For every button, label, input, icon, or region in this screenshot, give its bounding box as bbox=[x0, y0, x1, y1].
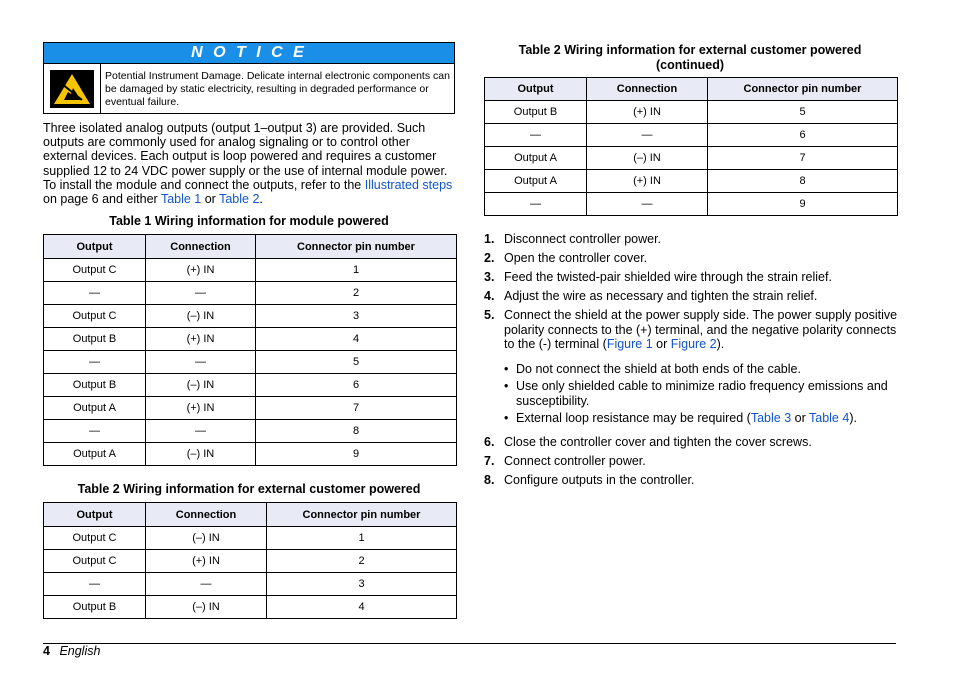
table-row bbox=[485, 124, 898, 147]
step-number: 6. bbox=[484, 434, 495, 449]
table-row bbox=[44, 328, 457, 351]
cell: 2 bbox=[256, 282, 457, 305]
cell: 5 bbox=[708, 101, 898, 124]
cell: 3 bbox=[256, 305, 457, 328]
page-number: 4 bbox=[43, 644, 50, 658]
step-item bbox=[484, 308, 898, 426]
table-row bbox=[44, 351, 457, 374]
step-item bbox=[484, 454, 898, 468]
cell: (–) IN bbox=[146, 305, 256, 328]
step-text: Connect the shield at the power supply side. The power supply positive polarity connects to the (+) terminal, and the negative polarity connects to the (-) terminal ( bbox=[504, 308, 898, 351]
cell: (–) IN bbox=[146, 443, 256, 466]
step-number: 7. bbox=[484, 453, 495, 468]
cell: 6 bbox=[256, 374, 457, 397]
step-text: Connect controller power. bbox=[504, 453, 646, 468]
step-item bbox=[484, 289, 898, 303]
bullet-item bbox=[502, 411, 898, 426]
step-text: or bbox=[652, 337, 671, 351]
cell: — bbox=[587, 193, 708, 216]
step-number: 3. bbox=[484, 270, 495, 284]
column-header: Connection bbox=[146, 235, 256, 259]
table-row bbox=[485, 193, 898, 216]
column-header: Connector pin number bbox=[256, 235, 457, 259]
cell: 1 bbox=[267, 527, 457, 550]
cell: — bbox=[146, 282, 256, 305]
cell: 9 bbox=[256, 443, 457, 466]
step-item bbox=[484, 270, 898, 284]
step-text: Close the controller cover and tighten the cover screws. bbox=[504, 434, 812, 449]
intro-text: or bbox=[201, 192, 220, 207]
cell: Output C bbox=[44, 305, 146, 328]
notice-title: N O T I C E bbox=[44, 43, 454, 64]
step-number: 8. bbox=[484, 472, 495, 487]
step-text: Disconnect controller power. bbox=[504, 232, 662, 246]
cell: (–) IN bbox=[146, 596, 267, 619]
steps-list bbox=[484, 232, 898, 487]
cell: (–) IN bbox=[587, 147, 708, 170]
intro-text: . bbox=[259, 192, 263, 207]
cell: 1 bbox=[256, 259, 457, 282]
table-row bbox=[485, 101, 898, 124]
table-row bbox=[44, 259, 457, 282]
bullet-text: Use only shielded cable to minimize radio frequency emissions and susceptibility. bbox=[516, 379, 888, 408]
cell: Output A bbox=[44, 443, 146, 466]
cell: Output B bbox=[44, 596, 146, 619]
table-row bbox=[44, 305, 457, 328]
cell: (+) IN bbox=[587, 101, 708, 124]
step-number: 2. bbox=[484, 251, 495, 265]
illustrated-steps-link[interactable]: Illustrated steps bbox=[364, 177, 453, 192]
table1-caption: Table 1 Wiring information for module powered bbox=[109, 214, 389, 228]
cell: (+) IN bbox=[146, 328, 256, 351]
table-row bbox=[44, 397, 457, 420]
step-item bbox=[484, 473, 898, 487]
step-number: 4. bbox=[484, 289, 495, 303]
cell: (–) IN bbox=[146, 527, 267, 550]
cell: 4 bbox=[267, 596, 457, 619]
cell: 2 bbox=[267, 550, 457, 573]
step-text: Configure outputs in the controller. bbox=[504, 472, 695, 487]
intro-text: on page 6 and either bbox=[43, 192, 161, 207]
cell: — bbox=[146, 420, 256, 443]
step-number: 1. bbox=[484, 232, 495, 246]
cell: (+) IN bbox=[146, 550, 267, 573]
cell: — bbox=[587, 124, 708, 147]
cell: 8 bbox=[708, 170, 898, 193]
step-text: Open the controller cover. bbox=[504, 251, 648, 265]
column-header: Connector pin number bbox=[267, 503, 457, 527]
esd-warning-icon bbox=[44, 64, 101, 114]
column-header: Output bbox=[44, 235, 146, 259]
cell: 6 bbox=[708, 124, 898, 147]
cell: 5 bbox=[256, 351, 457, 374]
step-item bbox=[484, 435, 898, 449]
table1 bbox=[43, 234, 457, 466]
step-text: ). bbox=[716, 337, 725, 351]
cell: — bbox=[44, 282, 146, 305]
cell: — bbox=[44, 351, 146, 374]
table-row bbox=[44, 443, 457, 466]
table2-continued-caption bbox=[484, 43, 896, 73]
cell: (+) IN bbox=[146, 397, 256, 420]
cell: Output A bbox=[485, 170, 587, 193]
cell: 7 bbox=[708, 147, 898, 170]
step-item bbox=[484, 232, 898, 246]
cell: 3 bbox=[267, 573, 457, 596]
column-header: Connector pin number bbox=[708, 78, 898, 101]
cell: — bbox=[485, 193, 587, 216]
notice-box bbox=[43, 42, 455, 114]
column-header: Output bbox=[44, 503, 146, 527]
table2-continued bbox=[484, 77, 898, 216]
bullet-text: ). bbox=[849, 411, 857, 425]
table2 bbox=[43, 502, 457, 619]
footer bbox=[43, 644, 100, 658]
table-row bbox=[485, 147, 898, 170]
column-header: Connection bbox=[587, 78, 708, 101]
caption-line: (continued) bbox=[655, 58, 725, 72]
table-row bbox=[44, 420, 457, 443]
cell: (+) IN bbox=[587, 170, 708, 193]
cell: — bbox=[44, 573, 146, 596]
cell: 4 bbox=[256, 328, 457, 351]
table2-link[interactable]: Table 2 bbox=[219, 192, 260, 207]
table-row bbox=[485, 170, 898, 193]
cell: 9 bbox=[708, 193, 898, 216]
footer-divider bbox=[43, 643, 896, 644]
intro-paragraph bbox=[43, 121, 457, 206]
bullet-text: Do not connect the shield at both ends of the cable. bbox=[516, 361, 801, 376]
cell: — bbox=[146, 351, 256, 374]
table3-link[interactable]: Table 3 bbox=[750, 411, 792, 425]
caption-line: Table 2 Wiring information for external customer powered bbox=[518, 43, 862, 57]
cell: Output A bbox=[485, 147, 587, 170]
figure1-link[interactable]: Figure 1 bbox=[606, 337, 653, 351]
step5-bullets bbox=[502, 362, 898, 426]
cell: — bbox=[44, 420, 146, 443]
table2-caption: Table 2 Wiring information for external customer powered bbox=[77, 482, 421, 496]
bullet-text: External loop resistance may be required ( bbox=[516, 411, 751, 425]
bullet-item bbox=[502, 362, 898, 377]
table-row bbox=[44, 573, 457, 596]
step-item bbox=[484, 251, 898, 265]
cell: Output C bbox=[44, 527, 146, 550]
cell: Output B bbox=[485, 101, 587, 124]
cell: Output B bbox=[44, 328, 146, 351]
step-text: Adjust the wire as necessary and tighten the strain relief. bbox=[504, 289, 818, 303]
cell: — bbox=[146, 573, 267, 596]
table-row bbox=[44, 527, 457, 550]
table-row bbox=[44, 550, 457, 573]
bullet-text: or bbox=[791, 411, 809, 425]
step-number: 5. bbox=[484, 308, 495, 322]
table-row bbox=[44, 282, 457, 305]
table4-link[interactable]: Table 4 bbox=[809, 411, 850, 425]
bullet-item bbox=[502, 379, 898, 408]
figure2-link[interactable]: Figure 2 bbox=[670, 337, 717, 351]
cell: (+) IN bbox=[146, 259, 256, 282]
table1-link[interactable]: Table 1 bbox=[160, 192, 202, 207]
table-row bbox=[44, 596, 457, 619]
cell: (–) IN bbox=[146, 374, 256, 397]
cell: Output A bbox=[44, 397, 146, 420]
footer-language: English bbox=[59, 644, 101, 658]
cell: Output C bbox=[44, 550, 146, 573]
cell: Output C bbox=[44, 259, 146, 282]
cell: — bbox=[485, 124, 587, 147]
step-text: Feed the twisted-pair shielded wire through the strain relief. bbox=[504, 270, 832, 284]
table-row bbox=[44, 374, 457, 397]
notice-text: Potential Instrument Damage. Delicate internal electronic components can be damaged by static electricity, resulting in degraded performance or eventual failure. bbox=[105, 70, 450, 108]
cell: 8 bbox=[256, 420, 457, 443]
column-header: Output bbox=[485, 78, 587, 101]
column-header: Connection bbox=[146, 503, 267, 527]
intro-text: Three isolated analog outputs (output 1–output 3) are provided. Such outputs are commonly used for analog signaling or to control other external devices. Each output is loop powered and requires a customer supplied 12 to 24 VDC power supply or the use of internal module power. To install the module and connect the outputs, refer to the bbox=[43, 121, 448, 192]
cell: Output B bbox=[44, 374, 146, 397]
cell: 7 bbox=[256, 397, 457, 420]
